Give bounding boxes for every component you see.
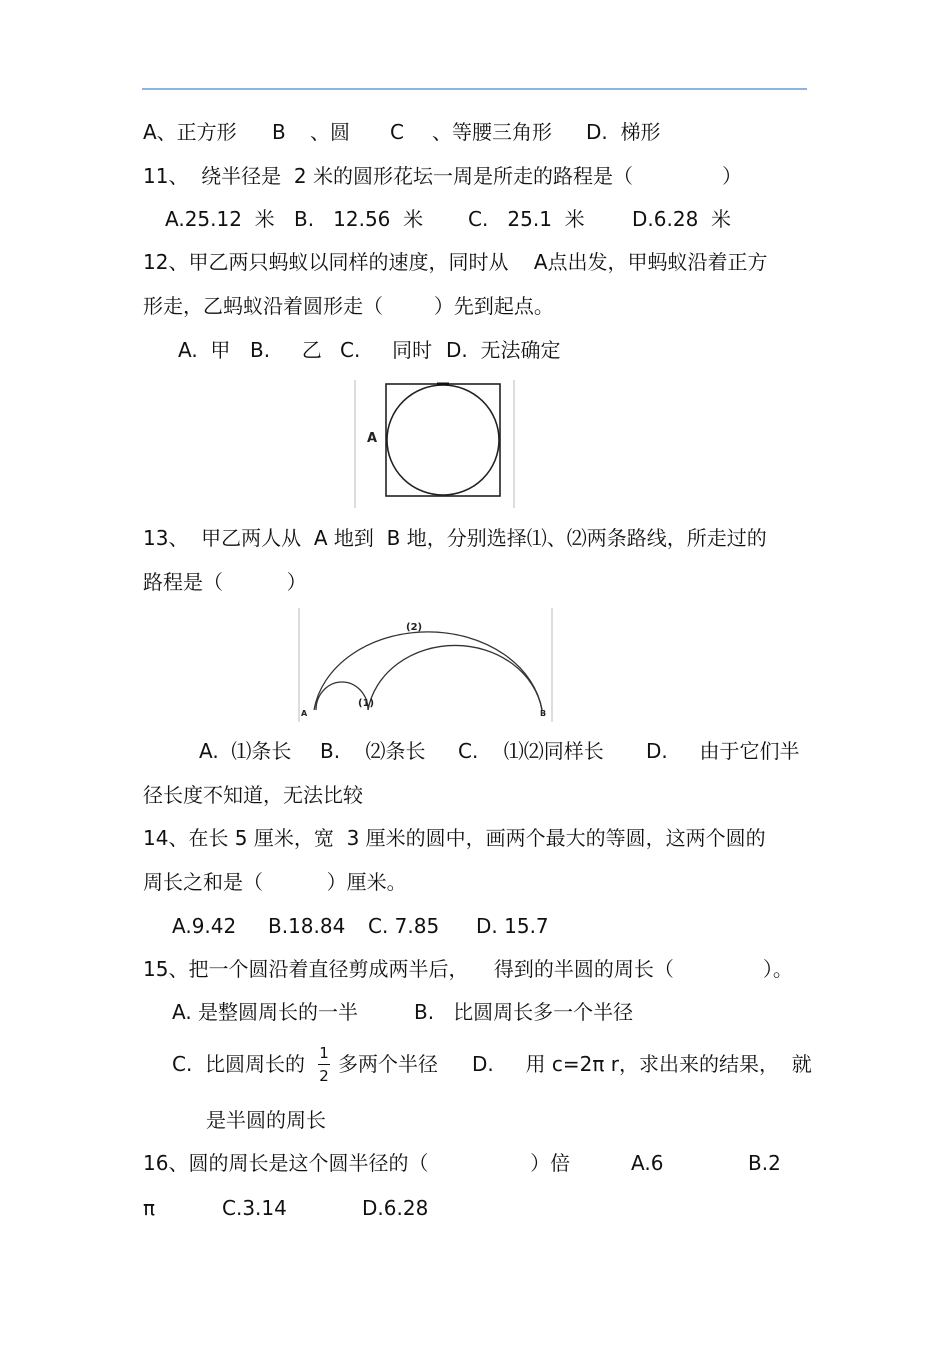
q13-stem-line1: 13、 甲乙两人从 A 地到 B 地，分别选择⑴、⑵两条路线，所走过的 bbox=[143, 526, 767, 550]
q15-option-d: D. 用 c=2π r，求出来的结果， 就 bbox=[472, 1052, 812, 1076]
fraction-denominator: 2 bbox=[319, 1067, 329, 1085]
q11-option-d: D.6.28 米 bbox=[632, 207, 732, 231]
circle-path bbox=[387, 385, 499, 495]
q15-stem: 15、把一个圆沿着直径剪成两半后， 得到的半圆的周长（ ）。 bbox=[143, 957, 793, 981]
q12-option-a: A. 甲 bbox=[178, 338, 231, 362]
q11-option-c: C. 25.1 米 bbox=[468, 207, 585, 231]
q10-option-a: A、正方形 bbox=[143, 120, 237, 144]
q10-option-b: B bbox=[272, 120, 286, 144]
q13-option-d-continued: 径长度不知道，无法比较 bbox=[143, 783, 363, 807]
q10-option-b-text: 、圆 bbox=[310, 120, 350, 144]
q13-option-b: B. ⑵条长 bbox=[320, 739, 426, 763]
q11-stem: 11、 绕半径是 2 米的圆形花坛一周是所走的路程是（ ） bbox=[143, 164, 742, 188]
q15-option-d-continued: 是半圆的周长 bbox=[206, 1108, 326, 1132]
q16-option-c: C.3.14 bbox=[222, 1196, 287, 1220]
fraction-bar bbox=[318, 1064, 330, 1065]
q13-option-c: C. ⑴⑵同样长 bbox=[458, 739, 604, 763]
q14-option-b: B.18.84 bbox=[268, 914, 346, 938]
q15-option-c-prefix: C. 比圆周长的 bbox=[172, 1052, 306, 1076]
q12-option-b: B. 乙 bbox=[250, 338, 322, 362]
q11-option-b: B. 12.56 米 bbox=[294, 207, 424, 231]
q16-option-d: D.6.28 bbox=[362, 1196, 429, 1220]
q10-option-c-text: 、等腰三角形 bbox=[432, 120, 552, 144]
q16-option-b-pi: π bbox=[143, 1196, 156, 1220]
q10-option-d: D. 梯形 bbox=[586, 120, 661, 144]
q14-option-d: D. 15.7 bbox=[476, 914, 549, 938]
q16-stem: 16、圆的周长是这个圆半径的（ ）倍 bbox=[143, 1151, 571, 1175]
point-a-label: A bbox=[367, 431, 378, 446]
route-1-large-arc bbox=[368, 645, 542, 710]
q12-option-d: D. 无法确定 bbox=[446, 338, 561, 362]
q13-stem-line2: 路程是（ ） bbox=[143, 570, 307, 594]
q14-option-a: A.9.42 bbox=[172, 914, 237, 938]
q15-option-b: B. 比圆周长多一个半径 bbox=[414, 1000, 634, 1024]
q13-option-a: A. ⑴条长 bbox=[199, 739, 292, 763]
q14-stem-line1: 14、在长 5 厘米，宽 3 厘米的圆中，画两个最大的等圆，这两个圆的 bbox=[143, 826, 766, 850]
q12-figure-square-circle bbox=[350, 376, 520, 510]
q14-option-c: C. 7.85 bbox=[368, 914, 440, 938]
q15-option-c-suffix: 多两个半径 bbox=[338, 1052, 438, 1076]
fraction-numerator: 1 bbox=[319, 1044, 329, 1062]
q11-option-a: A.25.12 米 bbox=[165, 207, 275, 231]
point-a-label: A bbox=[301, 709, 308, 718]
q12-stem-line1: 12、甲乙两只蚂蚁以同样的速度，同时从 A点出发，甲蚂蚁沿着正方 bbox=[143, 250, 768, 274]
point-b-label: B bbox=[540, 709, 547, 718]
route-2-arc bbox=[314, 632, 542, 710]
route-1-label: (1) bbox=[358, 698, 375, 709]
q10-option-c: C bbox=[390, 120, 404, 144]
q15-option-a: A. 是整圆周长的一半 bbox=[172, 1000, 359, 1024]
q13-option-d: D. 由于它们半 bbox=[646, 739, 800, 763]
header-rule bbox=[142, 88, 807, 90]
q12-stem-line2: 形走，乙蚂蚁沿着圆形走（ ）先到起点。 bbox=[143, 294, 554, 318]
q14-stem-line2: 周长之和是（ ）厘米。 bbox=[143, 870, 407, 894]
q16-option-a: A.6 bbox=[631, 1151, 664, 1175]
q12-option-c: C. 同时 bbox=[340, 338, 433, 362]
q13-figure-routes bbox=[294, 606, 556, 724]
route-2-label: (2) bbox=[406, 622, 423, 633]
q16-option-b: B.2 bbox=[748, 1151, 781, 1175]
